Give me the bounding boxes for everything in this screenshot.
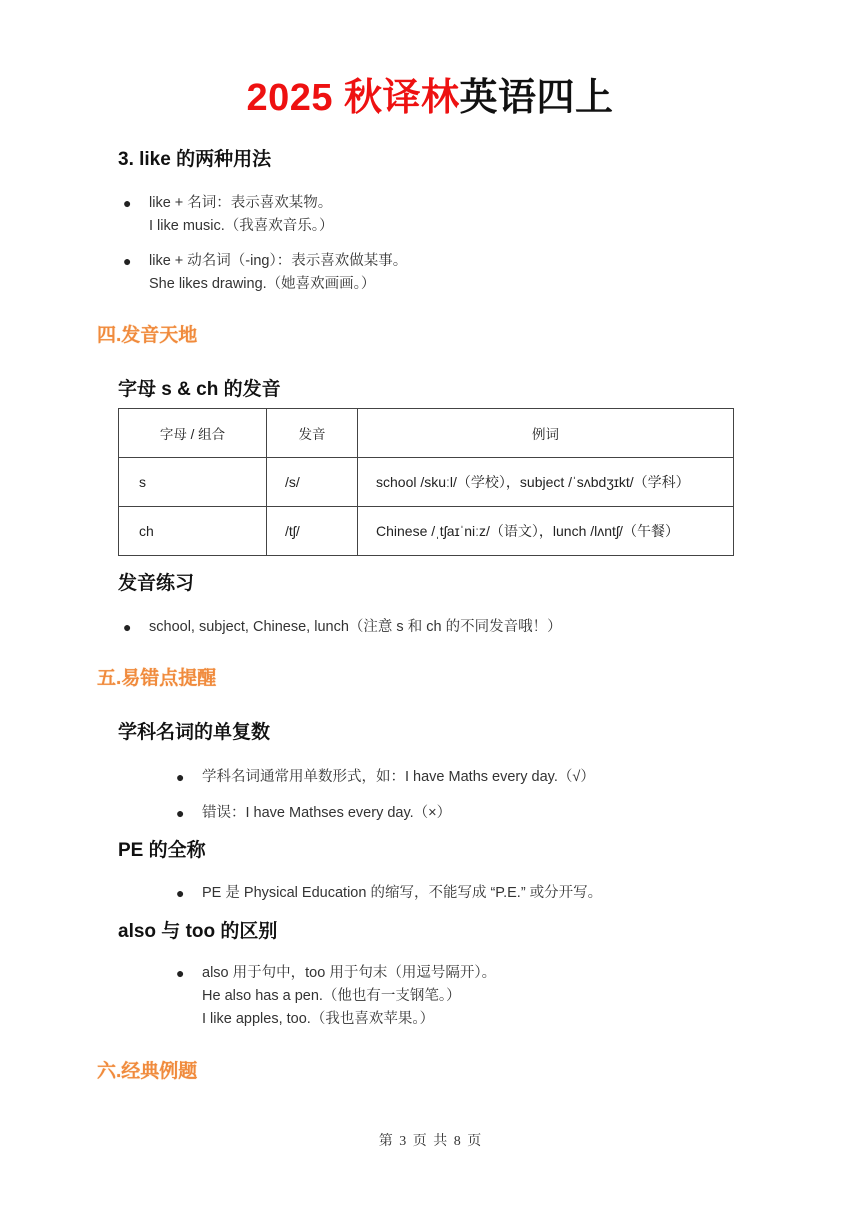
bullet-icon: ● — [176, 805, 185, 821]
list-item — [123, 616, 562, 639]
list-item — [176, 802, 452, 825]
practice-heading: 发音练习 — [118, 573, 195, 594]
table-cell: /s/ — [267, 458, 358, 507]
list-item — [123, 250, 408, 296]
table-cell: Chinese /ˌtʃaɪˈniːz/（语文），lunch /lʌntʃ/（午餐） — [358, 507, 734, 556]
bullet-icon: ● — [176, 965, 185, 981]
table-header-cell: 发音 — [267, 409, 358, 458]
list-item-line: He also has a pen.（他也有一支钢笔。） — [202, 988, 461, 1004]
table-row — [119, 458, 734, 507]
like-usage-heading: 3. like 的两种用法 — [118, 149, 272, 170]
list-item-line: also 用于句中，too 用于句末（用逗号隔开）。 — [202, 965, 497, 981]
list-item — [176, 766, 595, 789]
list-item-line: I like music.（我喜欢音乐。） — [149, 218, 334, 234]
bullet-icon: ● — [176, 885, 185, 901]
bullet-icon: ● — [123, 253, 132, 269]
section-5-title: 五.易错点提醒 — [97, 668, 217, 689]
list-item — [176, 962, 497, 1031]
title-black-part: 英语四上 — [459, 77, 614, 119]
list-item-line: like + 名词：表示喜欢某物。 — [149, 195, 333, 211]
list-item — [123, 192, 334, 238]
list-item-line: PE 是 Physical Education 的缩写，不能写成 “P.E.” 或分开写。 — [202, 885, 603, 901]
table-cell: s — [119, 458, 267, 507]
list-item — [176, 882, 603, 905]
pe-heading: PE 的全称 — [118, 840, 206, 861]
title-red-part: 2025 秋译林 — [246, 77, 460, 119]
list-item-line: She likes drawing.（她喜欢画画。） — [149, 276, 376, 292]
bullet-icon: ● — [176, 769, 185, 785]
list-item-line: 错误：I have Mathses every day.（×） — [202, 805, 452, 821]
section-4-title: 四.发音天地 — [97, 325, 198, 346]
bullet-icon: ● — [123, 195, 132, 211]
table-header-cell: 例词 — [358, 409, 734, 458]
list-item-line: like + 动名词（-ing）：表示喜欢做某事。 — [149, 253, 408, 269]
document-title — [0, 66, 860, 121]
list-item-line: I like apples, too.（我也喜欢苹果。） — [202, 1011, 435, 1027]
subject-noun-heading: 学科名词的单复数 — [118, 722, 271, 743]
table-cell: school /skuːl/（学校），subject /ˈsʌbdʒɪkt/（学科） — [358, 458, 734, 507]
list-item-line: school, subject, Chinese, lunch（注意 s 和 ch 的不同发音哦！） — [149, 619, 562, 635]
table-header-row — [119, 409, 734, 458]
page-footer: 第 3 页 共 8 页 — [378, 1134, 482, 1149]
list-item-line: 学科名词通常用单数形式，如：I have Maths every day.（√） — [202, 769, 595, 785]
table-row — [119, 507, 734, 556]
also-too-heading: also 与 too 的区别 — [118, 921, 278, 942]
bullet-icon: ● — [123, 619, 132, 635]
phonics-table — [118, 408, 734, 556]
table-cell: ch — [119, 507, 267, 556]
letter-sound-heading — [118, 374, 281, 401]
letter-sound-heading-text: 字母 s & ch 的发音 — [118, 379, 281, 400]
table-header-cell: 字母 / 组合 — [119, 409, 267, 458]
section-6-title: 六.经典例题 — [97, 1061, 198, 1082]
table-cell: /tʃ/ — [267, 507, 358, 556]
